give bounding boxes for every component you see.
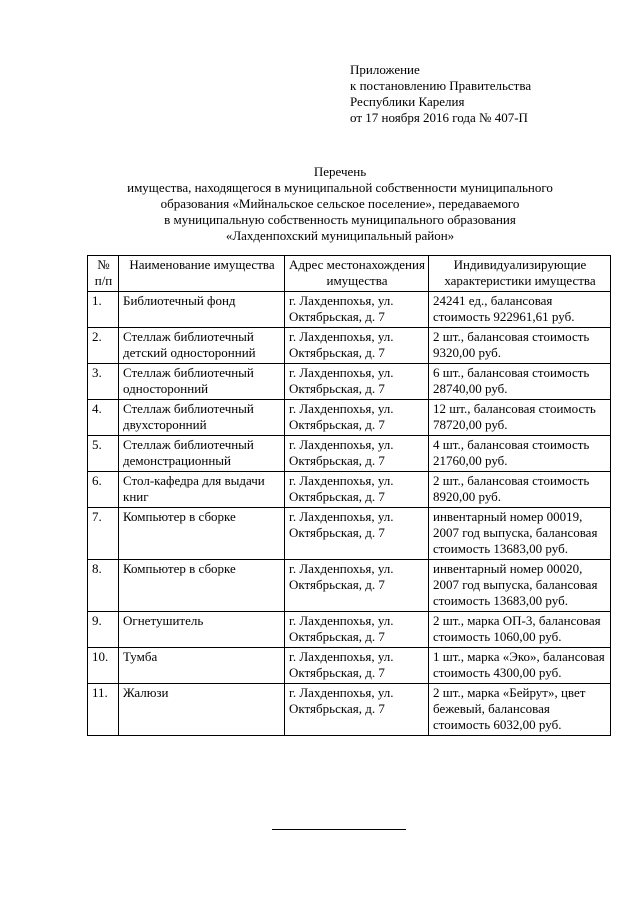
table-row bbox=[88, 292, 611, 328]
row-number-cell: 7. bbox=[88, 508, 119, 560]
appendix-line: Республики Карелия bbox=[350, 94, 465, 109]
header-number: № п/п bbox=[88, 256, 119, 292]
item-details-cell: 12 шт., балансовая стоимость 78720,00 руб. bbox=[429, 400, 611, 436]
item-details-cell: 4 шт., балансовая стоимость 21760,00 руб. bbox=[429, 436, 611, 472]
header-name: Наименование имущества bbox=[119, 256, 285, 292]
item-address-cell: г. Лахденпохья, ул. Октябрьская, д. 7 bbox=[285, 684, 429, 736]
item-address-cell: г. Лахденпохья, ул. Октябрьская, д. 7 bbox=[285, 560, 429, 612]
table-row bbox=[88, 648, 611, 684]
table-row bbox=[88, 472, 611, 508]
item-address-cell: г. Лахденпохья, ул. Октябрьская, д. 7 bbox=[285, 328, 429, 364]
title-line: образования «Мийнальское сельское поселение», передаваемого bbox=[160, 196, 520, 211]
item-name-cell: Компьютер в сборке bbox=[119, 508, 285, 560]
item-details-cell: инвентарный номер 00020, 2007 год выпуска, балансовая стоимость 13683,00 руб. bbox=[429, 560, 611, 612]
row-number-cell: 1. bbox=[88, 292, 119, 328]
table-header-row bbox=[88, 256, 611, 292]
item-name-cell: Стеллаж библиотечный двухсторонний bbox=[119, 400, 285, 436]
item-details-cell: 2 шт., марка «Бейрут», цвет бежевый, балансовая стоимость 6032,00 руб. bbox=[429, 684, 611, 736]
table-row bbox=[88, 400, 611, 436]
title-line: «Лахденпохский муниципальный район» bbox=[225, 228, 455, 243]
appendix-line: Приложение bbox=[350, 62, 420, 77]
item-name-cell: Компьютер в сборке bbox=[119, 560, 285, 612]
item-details-cell: 2 шт., марка ОП-3, балансовая стоимость 1060,00 руб. bbox=[429, 612, 611, 648]
row-number-cell: 10. bbox=[88, 648, 119, 684]
item-details-cell: инвентарный номер 00019, 2007 год выпуска, балансовая стоимость 13683,00 руб. bbox=[429, 508, 611, 560]
item-details-cell: 1 шт., марка «Эко», балансовая стоимость 4300,00 руб. bbox=[429, 648, 611, 684]
item-address-cell: г. Лахденпохья, ул. Октябрьская, д. 7 bbox=[285, 648, 429, 684]
row-number-cell: 8. bbox=[88, 560, 119, 612]
item-name-cell: Жалюзи bbox=[119, 684, 285, 736]
item-name-cell: Библиотечный фонд bbox=[119, 292, 285, 328]
row-number-cell: 11. bbox=[88, 684, 119, 736]
table-body bbox=[88, 292, 611, 736]
item-address-cell: г. Лахденпохья, ул. Октябрьская, д. 7 bbox=[285, 292, 429, 328]
item-name-cell: Стеллаж библиотечный односторонний bbox=[119, 364, 285, 400]
item-details-cell: 2 шт., балансовая стоимость 9320,00 руб. bbox=[429, 328, 611, 364]
item-address-cell: г. Лахденпохья, ул. Октябрьская, д. 7 bbox=[285, 364, 429, 400]
row-number-cell: 3. bbox=[88, 364, 119, 400]
document-title bbox=[60, 164, 620, 244]
row-number-cell: 2. bbox=[88, 328, 119, 364]
appendix-line: к постановлению Правительства bbox=[350, 78, 532, 93]
property-table bbox=[87, 255, 611, 736]
title-line: имущества, находящегося в муниципальной собственности муниципального bbox=[127, 180, 553, 195]
header-details: Индивидуализирующие характеристики имущества bbox=[429, 256, 611, 292]
appendix-block bbox=[350, 62, 610, 126]
table-row bbox=[88, 684, 611, 736]
item-name-cell: Стеллаж библиотечный демонстрационный bbox=[119, 436, 285, 472]
item-address-cell: г. Лахденпохья, ул. Октябрьская, д. 7 bbox=[285, 508, 429, 560]
row-number-cell: 5. bbox=[88, 436, 119, 472]
title-line: в муниципальную собственность муниципального образования bbox=[164, 212, 516, 227]
table-row bbox=[88, 436, 611, 472]
item-address-cell: г. Лахденпохья, ул. Октябрьская, д. 7 bbox=[285, 472, 429, 508]
table-row bbox=[88, 508, 611, 560]
table-row bbox=[88, 328, 611, 364]
item-name-cell: Стеллаж библиотечный детский односторонний bbox=[119, 328, 285, 364]
header-address: Адрес местонахождения имущества bbox=[285, 256, 429, 292]
item-address-cell: г. Лахденпохья, ул. Октябрьская, д. 7 bbox=[285, 436, 429, 472]
row-number-cell: 6. bbox=[88, 472, 119, 508]
item-address-cell: г. Лахденпохья, ул. Октябрьская, д. 7 bbox=[285, 400, 429, 436]
item-details-cell: 24241 ед., балансовая стоимость 922961,61 руб. bbox=[429, 292, 611, 328]
title-line: Перечень bbox=[313, 164, 367, 179]
item-name-cell: Тумба bbox=[119, 648, 285, 684]
table-row bbox=[88, 560, 611, 612]
row-number-cell: 4. bbox=[88, 400, 119, 436]
table-row bbox=[88, 612, 611, 648]
item-details-cell: 2 шт., балансовая стоимость 8920,00 руб. bbox=[429, 472, 611, 508]
appendix-date-line: от 17 ноября 2016 года № 407-П bbox=[350, 110, 528, 125]
table-row bbox=[88, 364, 611, 400]
item-name-cell: Огнетушитель bbox=[119, 612, 285, 648]
item-details-cell: 6 шт., балансовая стоимость 28740,00 руб. bbox=[429, 364, 611, 400]
item-name-cell: Стол-кафедра для выдачи книг bbox=[119, 472, 285, 508]
item-address-cell: г. Лахденпохья, ул. Октябрьская, д. 7 bbox=[285, 612, 429, 648]
closing-rule bbox=[272, 829, 406, 830]
row-number-cell: 9. bbox=[88, 612, 119, 648]
